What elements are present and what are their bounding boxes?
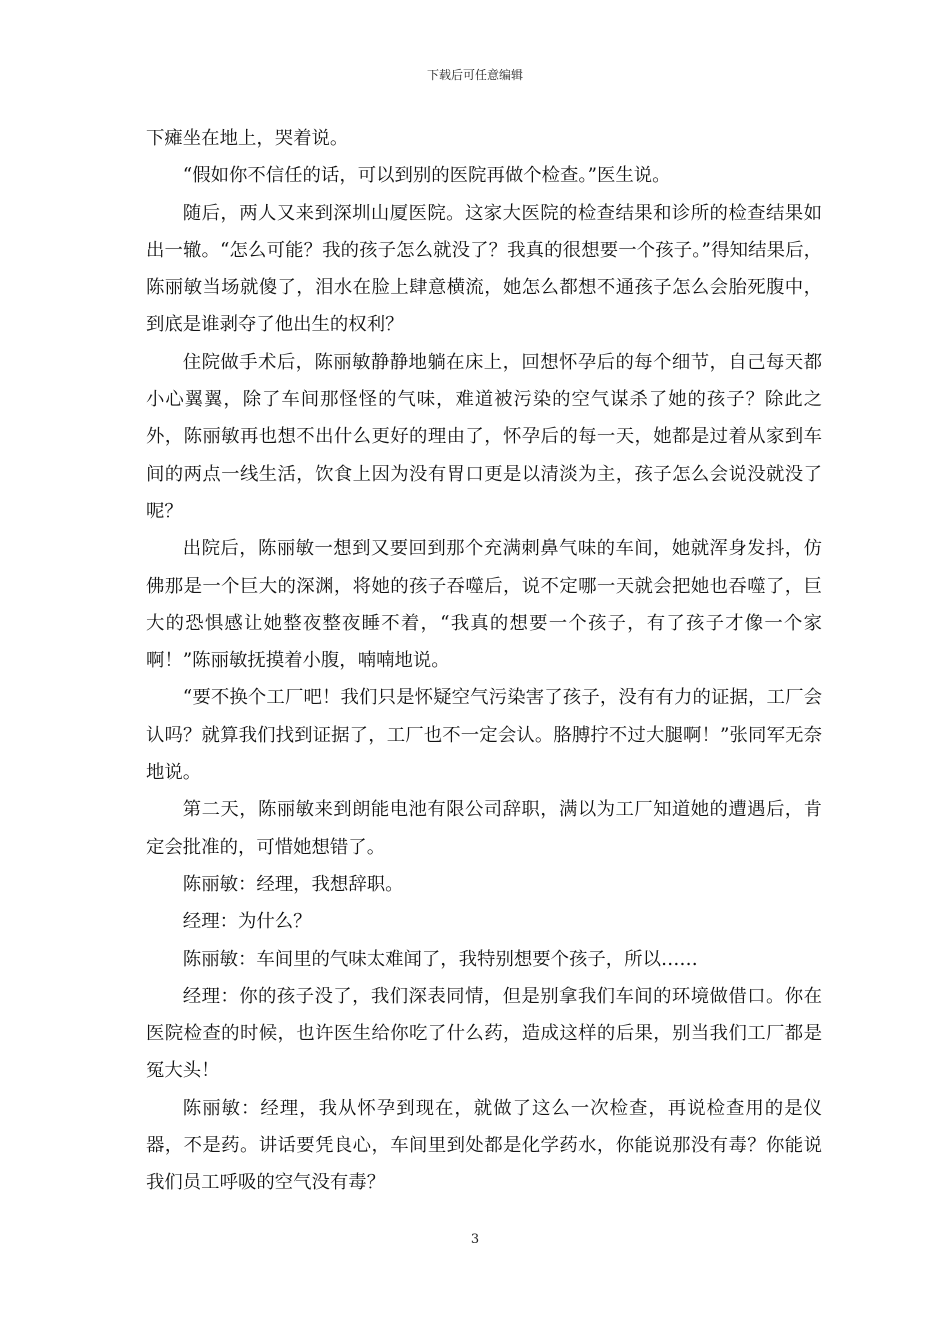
paragraph: 经理：为什么？ [182, 911, 312, 933]
paragraph: 出院后，陈丽敏一想到又要回到那个充满刺鼻气味的车间，她就浑身发抖，仿佛那是一个巨大的深渊，将她的孩子吞噬后，说不定哪一天就会把她也吞噬了，巨大的恐惧感让她整夜整夜睡不着，“我真的想要一个孩子，有了孩子才像一个家啊！”陈丽敏抚摸着小腹，喃喃地说。 [146, 538, 822, 672]
document-body [146, 120, 822, 1202]
paragraph: 住院做手术后，陈丽敏静静地躺在床上，回想怀孕后的每个细节，自己每天都小心翼翼，除了车间那怪怪的气味，难道被污染的空气谋杀了她的孩子？除此之外，陈丽敏再也想不出什么更好的理由了，怀孕后的每一天，她都是过着从家到车间的两点一线生活，饮食上因为没有胃口更是以清淡为主，孩子怎么会说没就没了呢？ [146, 351, 822, 522]
page-number: 3 [470, 1232, 480, 1247]
paragraph: 经理：你的孩子没了，我们深表同情，但是别拿我们车间的环境做借口。你在医院检查的时候，也许医生给你吃了什么药，造成这样的后果，别当我们工厂都是冤大头！ [146, 985, 822, 1082]
paragraph: “假如你不信任的话，可以到别的医院再做个检查。”医生说。 [182, 165, 671, 187]
paragraph: 第二天，陈丽敏来到朗能电池有限公司辞职，满以为工厂知道她的遭遇后，肯定会批准的，可惜她想错了。 [146, 799, 822, 858]
paragraph: 陈丽敏：车间里的气味太难闻了，我特别想要个孩子，所以…… [182, 948, 698, 970]
paragraph: “要不换个工厂吧！我们只是怀疑空气污染害了孩子，没有有力的证据，工厂会认吗？就算我们找到证据了，工厂也不一定会认。胳膊拧不过大腿啊！”张同军无奈地说。 [146, 687, 822, 784]
paragraph: 下瘫坐在地上，哭着说。 [146, 128, 349, 149]
paragraph: 随后，两人又来到深圳山厦医院。这家大医院的检查结果和诊所的检查结果如出一辙。“怎么可能？我的孩子怎么就没了？我真的很想要一个孩子。”得知结果后，陈丽敏当场就傻了，泪水在脸上肆意横流，她怎么都想不通孩子怎么会胎死腹中，到底是谁剥夺了他出生的权利？ [146, 202, 822, 336]
paragraph: 陈丽敏：经理，我从怀孕到现在，就做了这么一次检查，再说检查用的是仪器，不是药。讲话要凭良心，车间里到处都是化学药水，你能说那没有毒？你能说我们员工呼吸的空气没有毒？ [146, 1097, 822, 1194]
paragraph: 陈丽敏：经理，我想辞职。 [182, 873, 404, 895]
page-header: 下载后可任意编辑 [426, 68, 523, 82]
